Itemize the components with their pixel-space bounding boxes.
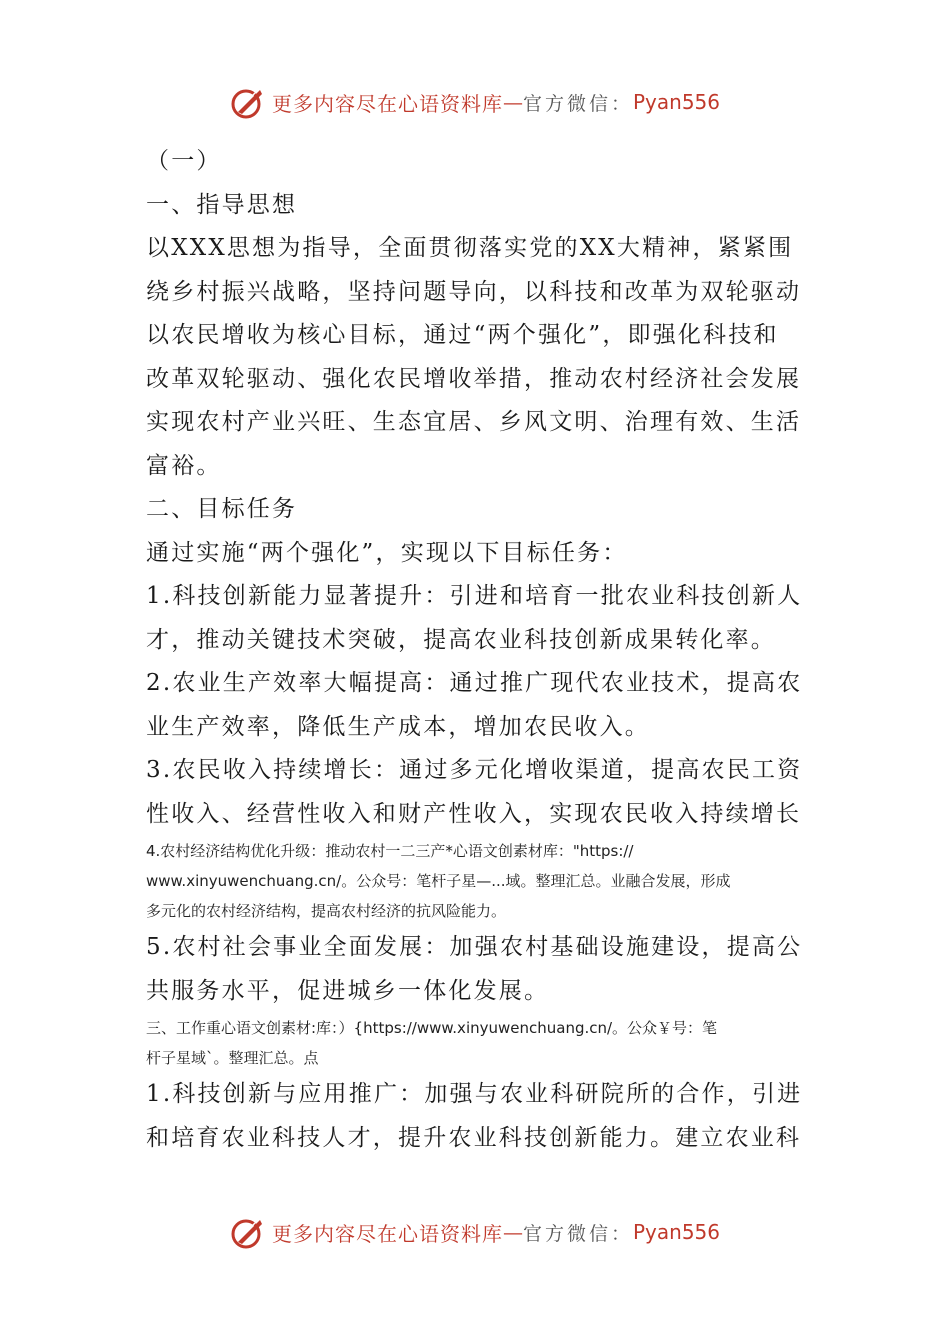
heading-guiding-thought: 一、指导思想 bbox=[146, 191, 298, 218]
banner-wechat: Pyan556 bbox=[633, 90, 721, 114]
header-banner bbox=[0, 82, 950, 122]
quill-logo-icon bbox=[230, 84, 266, 120]
footer-banner bbox=[0, 1212, 950, 1252]
quill-logo-icon bbox=[230, 1214, 266, 1250]
banner-label: 官方微信： bbox=[522, 1222, 633, 1245]
list-item-line: 性收入、经营性收入和财产性收入，实现农民收入持续增长 bbox=[146, 800, 802, 827]
paragraph-line: 绕乡村振兴战略，坚持问题导向，以科技和改革为双轮驱动 bbox=[146, 278, 802, 305]
banner-brand: 更多内容尽在心语资料库 bbox=[271, 91, 503, 116]
list-item-line: 3.农民收入持续增长：通过多元化增收渠道，提高农民工资 bbox=[146, 757, 803, 783]
small-text-line: 杆子星域`。整理汇总。点 bbox=[146, 1049, 319, 1067]
small-text-line: www.xinyuwenchuang.cn/。公众号：笔杆子星—...域。整理汇总。业融合发展，形成 bbox=[146, 872, 731, 890]
heading-goals: 二、目标任务 bbox=[146, 496, 298, 522]
list-item-line: 1.科技创新能力显著提升：引进和培育一批农业科技创新人 bbox=[146, 583, 803, 609]
list-item-line: 2.农业生产效率大幅提高：通过推广现代农业技术，提高农 bbox=[146, 670, 803, 696]
banner-brand: 更多内容尽在心语资料库 bbox=[271, 1221, 503, 1246]
banner-separator: — bbox=[502, 1220, 523, 1244]
paragraph-line: 以农民增收为核心目标，通过“两个强化”，即强化科技和 bbox=[146, 322, 779, 348]
banner-separator: — bbox=[502, 90, 523, 114]
paragraph-line: 改革双轮驱动、强化农民增收举措，推动农村经济社会发展 bbox=[146, 365, 802, 392]
paragraph-line: 富裕。 bbox=[146, 452, 222, 479]
list-item-line: 业生产效率，降低生产成本，增加农民收入。 bbox=[146, 713, 650, 740]
list-item-line: 共服务水平，促进城乡一体化发展。 bbox=[146, 977, 550, 1004]
small-text-line: 多元化的农村经济结构，提高农村经济的抗风险能力。 bbox=[146, 902, 507, 920]
list-item-line: 和培育农业科技人才，提升农业科技创新能力。建立农业科 bbox=[146, 1124, 802, 1151]
list-item-line: 1.科技创新与应用推广：加强与农业科研院所的合作，引进 bbox=[146, 1081, 803, 1107]
list-item-line: 5.农村社会事业全面发展：加强农村基础设施建设，提高公 bbox=[146, 934, 803, 960]
list-item-line: 才，推动关键技术突破，提高农业科技创新成果转化率。 bbox=[146, 626, 776, 653]
small-text-line: 三、工作重心语文创素材:库：）{https://www.xinyuwenchuang.cn/。公众￥号：笔 bbox=[146, 1019, 718, 1037]
paragraph-line: 实现农村产业兴旺、生态宜居、乡风文明、治理有效、生活 bbox=[146, 409, 802, 435]
paragraph-line: 以XXX思想为指导，全面贯彻落实党的XX大精神，紧紧围 bbox=[146, 235, 794, 261]
banner-wechat: Pyan556 bbox=[633, 1220, 721, 1244]
document-body bbox=[146, 140, 816, 1160]
paragraph-line: 通过实施“两个强化”，实现以下目标任务： bbox=[146, 539, 628, 566]
banner-label: 官方微信： bbox=[522, 92, 633, 115]
small-text-line: 4.农村经济结构优化升级：推动农村一二三产*心语文创素材库："https:// bbox=[146, 842, 634, 860]
section-number: （一） bbox=[146, 148, 222, 174]
